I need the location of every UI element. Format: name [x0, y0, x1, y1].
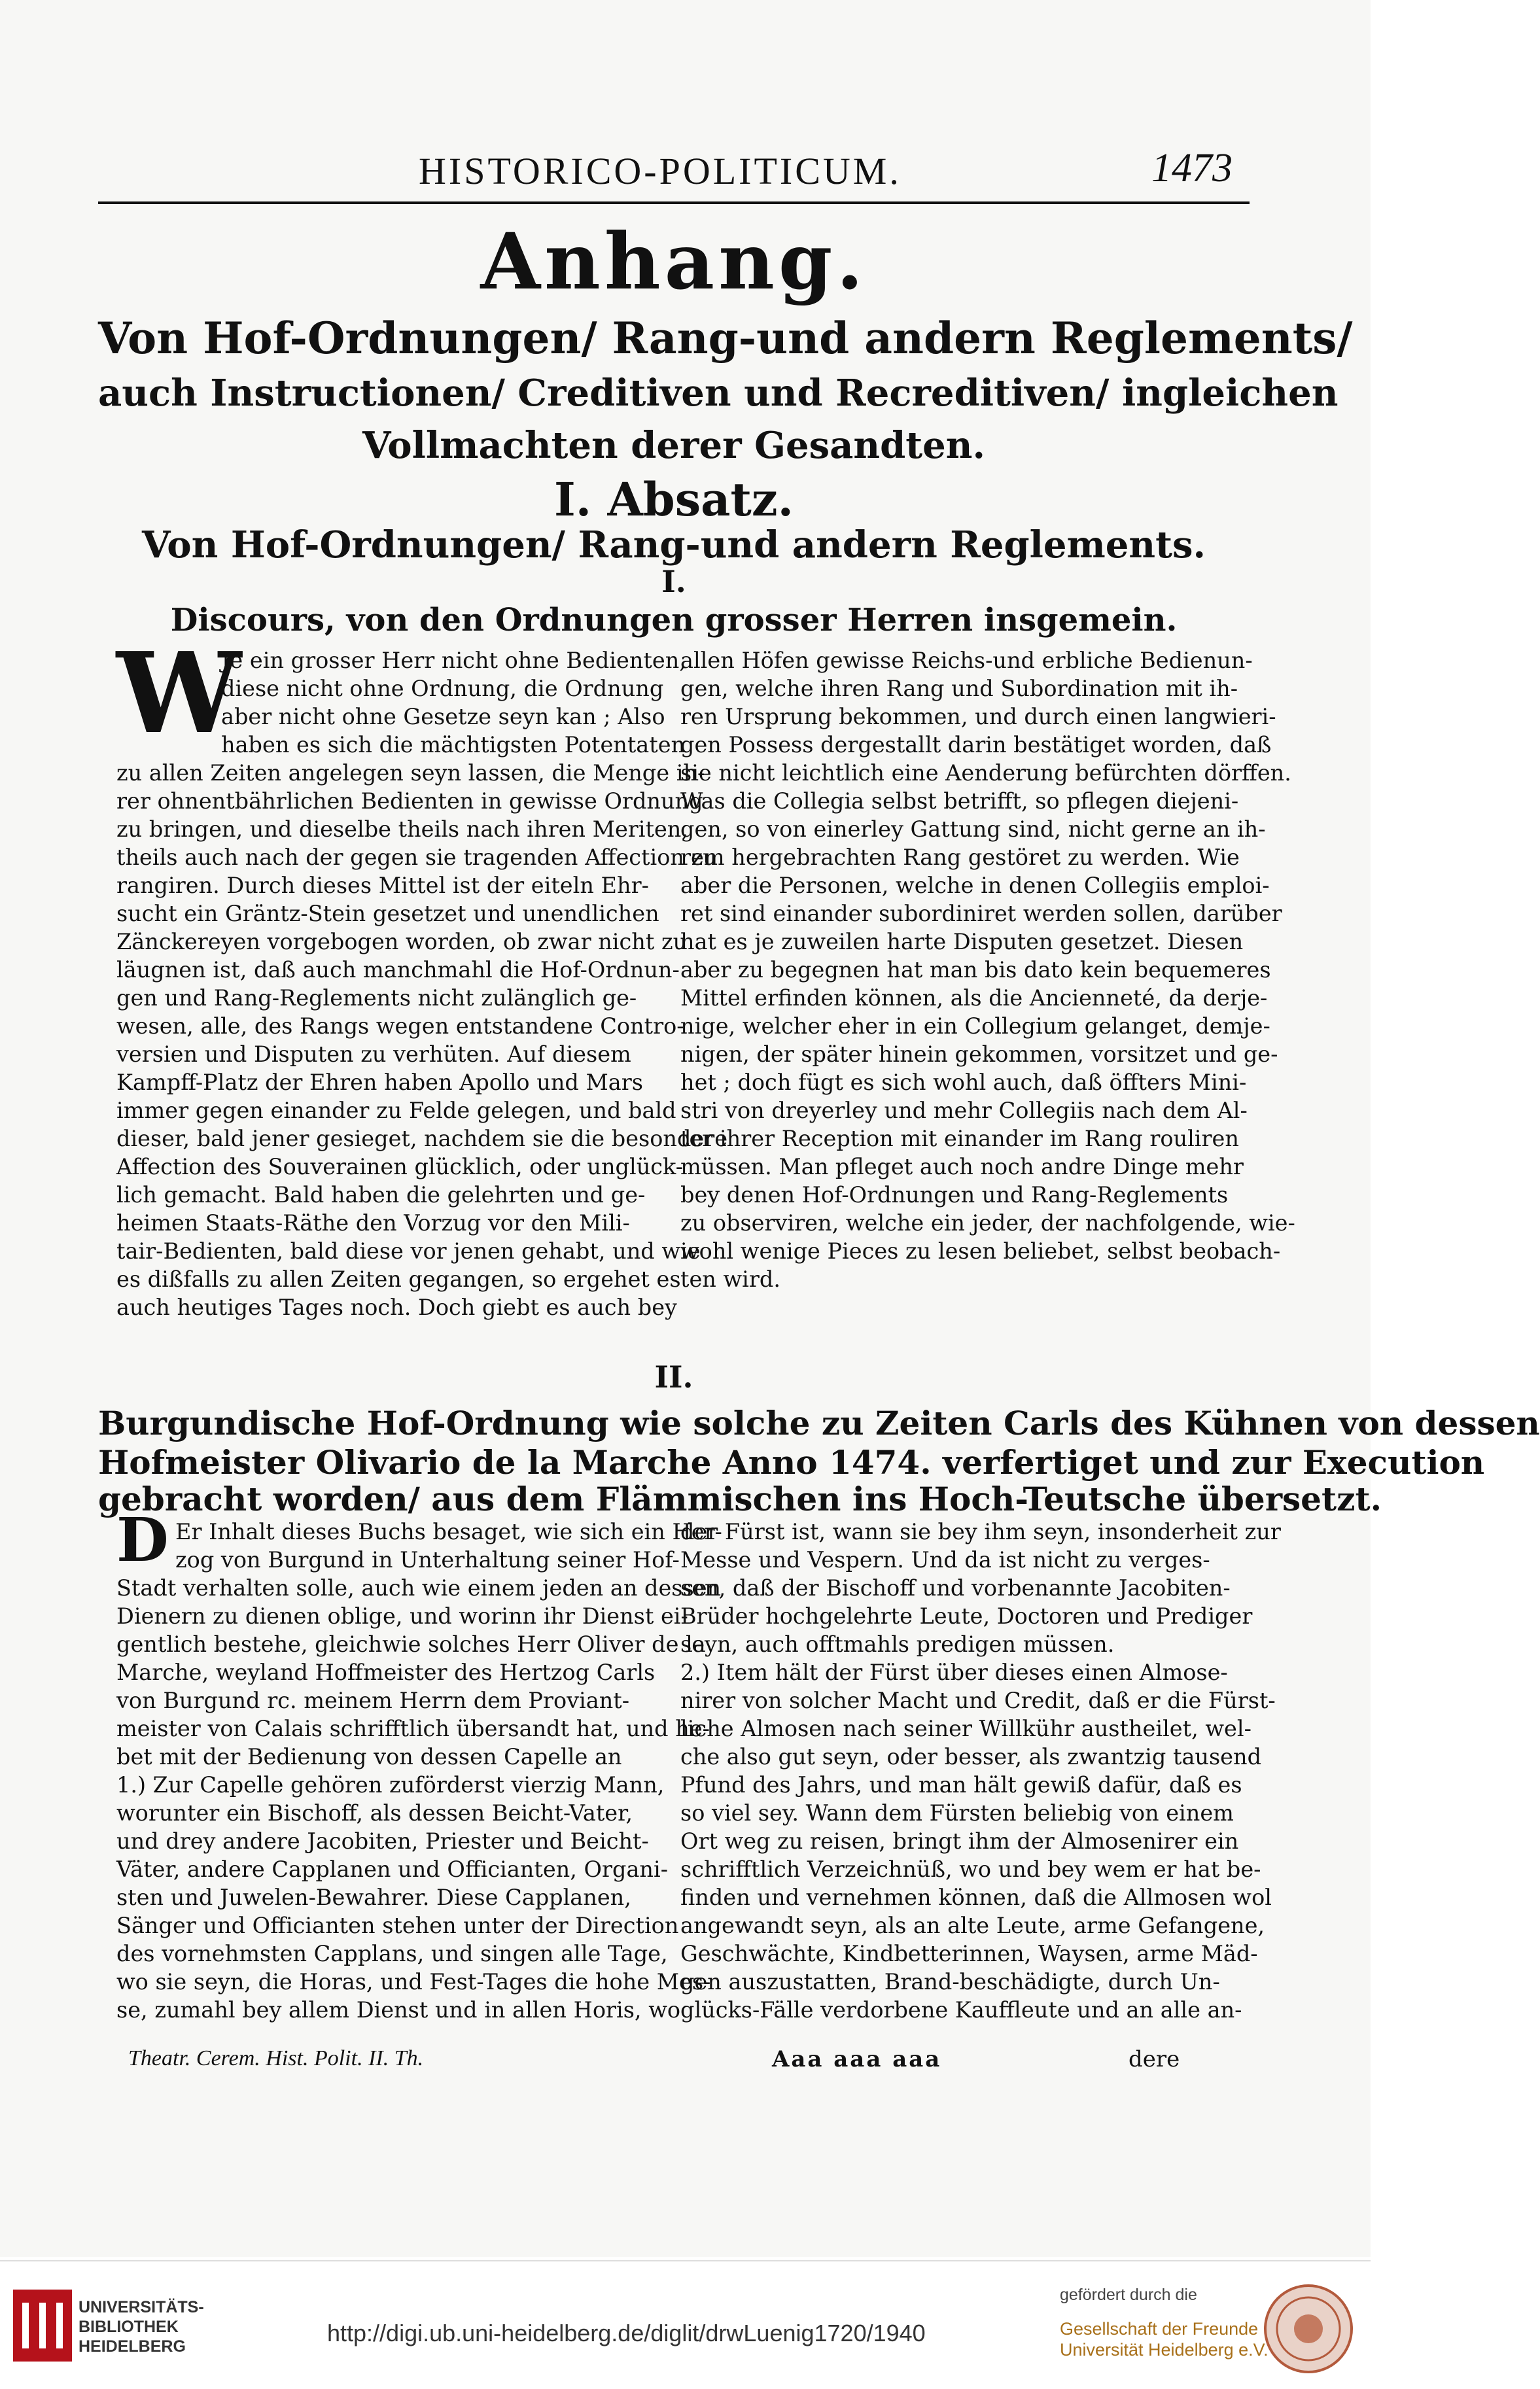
text-line: gen und Rang-Reglements nicht zulänglich ge- [116, 985, 637, 1011]
text-line: zu allen Zeiten angelegen seyn lassen, die Menge ih- [116, 760, 705, 786]
text-line: immer gegen einander zu Felde gelegen, und bald [116, 1098, 676, 1123]
text-line: hat es je zuweilen harte Disputen gesetzet. Diesen [680, 929, 1244, 954]
text-line: aber nicht ohne Gesetze seyn kan ; Also [221, 704, 665, 729]
text-line: Kampff-Platz der Ehren haben Apollo und Mars [116, 1070, 643, 1095]
title-line-1: Von Hof-Ordnungen/ Rang-und andern Reglements/ [98, 313, 1353, 364]
drop-cap-d: D [116, 1505, 169, 1575]
text-line: der Fürst ist, wann sie bey ihm seyn, insonderheit zur [680, 1519, 1281, 1544]
text-line: diese nicht ohne Ordnung, die Ordnung [221, 676, 664, 701]
text-line: so viel sey. Wann dem Fürsten beliebig von einem [680, 1800, 1234, 1826]
text-line: Zänckereyen vorgebogen worden, ob zwar nicht zu [116, 929, 688, 954]
text-line: ter ihrer Reception mit einander im Rang rouliren [680, 1126, 1239, 1151]
text-line: Marche, weyland Hoffmeister des Hertzog Carls [116, 1660, 656, 1685]
text-line: Pfund des Jahrs, und man hält gewiß dafür, daß es [680, 1772, 1242, 1798]
part-subheading: Von Hof-Ordnungen/ Rang-und andern Reglements. [141, 523, 1206, 567]
university-seal-icon [1263, 2283, 1354, 2375]
text-line: liche Almosen nach seiner Willkühr austheilet, wel- [680, 1716, 1251, 1741]
text-line: müssen. Man pfleget auch noch andre Dinge mehr [680, 1154, 1244, 1179]
text-line: allen Höfen gewisse Reichs-und erbliche Bedienun- [680, 648, 1253, 673]
text-line: gen Possess dergestallt darin bestätiget worden, daß [680, 732, 1272, 758]
text-line: gen, welche ihren Rang und Subordination mit ih- [680, 676, 1238, 701]
text-line: bey denen Hof-Ordnungen und Rang-Reglements [680, 1182, 1229, 1208]
text-line: haben es sich die mächtigsten Potentaten [221, 732, 686, 758]
section-2-number: II. [654, 1359, 693, 1395]
main-heading: Anhang. [480, 216, 867, 307]
text-line: Ort weg zu reisen, bringt ihm der Almosenirer ein [680, 1828, 1239, 1854]
text-line: dieser, bald jener gesieget, nachdem sie die besondere [116, 1126, 728, 1151]
text-line: versien und Disputen zu verhüten. Auf diesem [116, 1041, 631, 1067]
section-1-number: I. [661, 564, 686, 599]
text-line: 1.) Zur Capelle gehören zuförderst vierzig Mann, [116, 1772, 665, 1798]
text-line: che also gut seyn, oder besser, als zwantzig tausend [680, 1744, 1262, 1770]
text-line: Was die Collegia selbst betrifft, so pflegen diejeni- [680, 788, 1239, 814]
text-line: nigen, der später hinein gekommen, vorsitzet und ge- [680, 1041, 1278, 1067]
text-line: ten wird. [680, 1266, 781, 1292]
text-line: gen, so von einerley Gattung sind, nicht gerne an ih- [680, 816, 1266, 842]
text-line: wo sie seyn, die Horas, und Fest-Tages die hohe Mes- [116, 1969, 711, 1995]
text-line: sen, daß der Bischoff und vorbenannte Jacobiten- [680, 1575, 1231, 1601]
text-line: sucht ein Gräntz-Stein gesetzet und unendlichen [116, 901, 659, 926]
text-line: lich gemacht. Bald haben die gelehrten und ge- [116, 1182, 646, 1208]
catchword: dere [1129, 2046, 1180, 2072]
text-line: het ; doch fügt es sich wohl auch, daß öffters Mini- [680, 1070, 1247, 1095]
text-line: es dißfalls zu allen Zeiten gegangen, so ergehet es [116, 1266, 681, 1292]
text-line: Väter, andere Capplanen und Officianten, Organi- [116, 1857, 669, 1882]
text-line: Er Inhalt dieses Buchs besaget, wie sich ein Her- [175, 1519, 722, 1544]
section-2-title-line-3: gebracht worden/ aus dem Flämmischen ins Hoch-Teutsche übersetzt. [98, 1480, 1382, 1518]
text-line: stri von dreyerley und mehr Collegiis nach dem Al- [680, 1098, 1248, 1123]
text-line: Messe und Vespern. Und da ist nicht zu verges- [680, 1547, 1210, 1573]
library-logo-icon[interactable] [13, 2290, 72, 2362]
text-line: meister von Calais schrifftlich übersandt hat, und he- [116, 1716, 710, 1741]
text-line: heimen Staats-Räthe den Vorzug vor den Mili- [116, 1210, 630, 1236]
text-line: auch heutiges Tages noch. Doch giebt es auch bey [116, 1295, 677, 1320]
text-line: Affection des Souverainen glücklich, oder unglück- [116, 1154, 684, 1179]
section-2-right-column [680, 1518, 1281, 2024]
text-line: ret sind einander subordiniret werden sollen, darüber [680, 901, 1282, 926]
title-line-3: Vollmachten derer Gesandten. [362, 424, 986, 467]
society-name[interactable]: Gesellschaft der Freunde Universität Heidelberg e.V. [1060, 2319, 1269, 2360]
text-line: von Burgund rc. meinem Herrn dem Proviant- [116, 1688, 630, 1713]
section-2-left-column [116, 1518, 722, 2024]
title-line-2: auch Instructionen/ Creditiven und Recreditiven/ ingleichen [98, 372, 1339, 415]
text-line: sie nicht leichtlich eine Aenderung befürchten dörffen. [680, 760, 1291, 786]
permalink-url[interactable]: http://digi.ub.uni-heidelberg.de/diglit/drwLuenig1720/1940 [327, 2320, 926, 2346]
text-line: rer ohnentbährlichen Bedienten in gewisse Ordnung [116, 788, 703, 814]
text-line: Mittel erfinden können, als die Ancienneté, da derje- [680, 985, 1268, 1011]
page-number: 1473 [1151, 146, 1233, 190]
text-line: 2.) Item hält der Fürst über dieses einen Almose- [680, 1660, 1228, 1685]
text-line: seyn, auch offtmahls predigen müssen. [680, 1631, 1115, 1657]
text-line: und drey andere Jacobiten, Priester und Beicht- [116, 1828, 649, 1854]
text-line: Sänger und Officianten stehen unter der Direction [116, 1913, 679, 1938]
text-line: gentlich bestehe, gleichwie solches Herr Oliver de la [116, 1631, 706, 1657]
text-line: zu bringen, und dieselbe theils nach ihren Meriten, [116, 816, 689, 842]
text-line: läugnen ist, daß auch manchmahl die Hof-Ordnun- [116, 957, 680, 983]
part-heading: I. Absatz. [554, 472, 794, 527]
text-line: sten und Juwelen-Bewahrer. Diese Capplanen, [116, 1885, 631, 1910]
text-line: Je ein grosser Herr nicht ohne Bedienten, [221, 648, 686, 673]
section-1-left-column [116, 646, 728, 1321]
text-line: Stadt verhalten solle, auch wie einem jeden an dessen [116, 1575, 722, 1601]
text-line: nirer von solcher Macht und Credit, daß er die Fürst- [680, 1688, 1276, 1713]
text-line: rangiren. Durch dieses Mittel ist der eiteln Ehr- [116, 873, 649, 898]
header-rule [98, 201, 1250, 204]
text-line: finden und vernehmen können, daß die Allmosen wol [680, 1885, 1272, 1910]
text-line: Dienern zu dienen oblige, und worinn ihr Dienst ei- [116, 1603, 688, 1629]
library-name[interactable]: UNIVERSITÄTS- BIBLIOTHEK HEIDELBERG [79, 2298, 204, 2356]
section-1-right-column [680, 646, 1295, 1293]
text-line: tair-Bedienten, bald diese vor jenen gehabt, und wie [116, 1238, 701, 1264]
text-line: nige, welcher eher in ein Collegium gelanget, demje- [680, 1013, 1270, 1039]
running-head: HISTORICO-POLITICUM. [419, 150, 901, 192]
text-line: worunter ein Bischoff, als dessen Beicht-Vater, [116, 1800, 633, 1826]
text-line: wohl wenige Pieces zu lesen beliebet, selbst beobach- [680, 1238, 1281, 1264]
text-line: schrifftlich Verzeichnüß, wo und bey wem er hat be- [680, 1857, 1261, 1882]
text-line: wesen, alle, des Rangs wegen entstandene Contro- [116, 1013, 684, 1039]
drop-cap-w: W [116, 628, 241, 759]
text-line: bet mit der Bedienung von dessen Capelle an [116, 1744, 622, 1770]
text-line: des vornehmsten Capplans, und singen alle Tage, [116, 1941, 668, 1966]
text-line: Geschwächte, Kindbetterinnen, Waysen, arme Mäd- [680, 1941, 1258, 1966]
text-line: zu observiren, welche ein jeder, der nachfolgende, wie- [680, 1210, 1295, 1236]
text-line: se, zumahl bey allem Dienst und in allen Horis, wo [116, 1997, 681, 2023]
funded-by-label: gefördert durch die [1060, 2286, 1197, 2304]
text-line: gen auszustatten, Brand-beschädigte, durch Un- [680, 1969, 1220, 1995]
section-2-title-line-2: Hofmeister Olivario de la Marche Anno 1474. verfertiget und zur Execution [98, 1443, 1485, 1482]
text-line: aber die Personen, welche in denen Collegiis emploi- [680, 873, 1270, 898]
text-line: Brüder hochgelehrte Leute, Doctoren und Prediger [680, 1603, 1253, 1629]
text-line: theils auch nach der gegen sie tragenden Affection zu [116, 845, 717, 870]
source-footnote: Theatr. Cerem. Hist. Polit. II. Th. [128, 2046, 424, 2070]
text-line: aber zu begegnen hat man bis dato kein bequemeres [680, 957, 1271, 983]
text-line: ren Ursprung bekommen, und durch einen langwieri- [680, 704, 1276, 729]
text-line: zog von Burgund in Unterhaltung seiner Hof- [175, 1547, 680, 1573]
text-line: angewandt seyn, als an alte Leute, arme Gefangene, [680, 1913, 1265, 1938]
text-line: glücks-Fälle verdorbene Kauffleute und an alle an- [680, 1997, 1242, 2023]
text-line: rem hergebrachten Rang gestöret zu werden. Wie [680, 845, 1240, 870]
signature-mark: Aaa aaa aaa [772, 2046, 942, 2072]
section-2-title-line-1: Burgundische Hof-Ordnung wie solche zu Zeiten Carls des Kühnen von dessen [98, 1404, 1540, 1442]
section-1-title: Discours, von den Ordnungen grosser Herren insgemein. [170, 602, 1178, 638]
